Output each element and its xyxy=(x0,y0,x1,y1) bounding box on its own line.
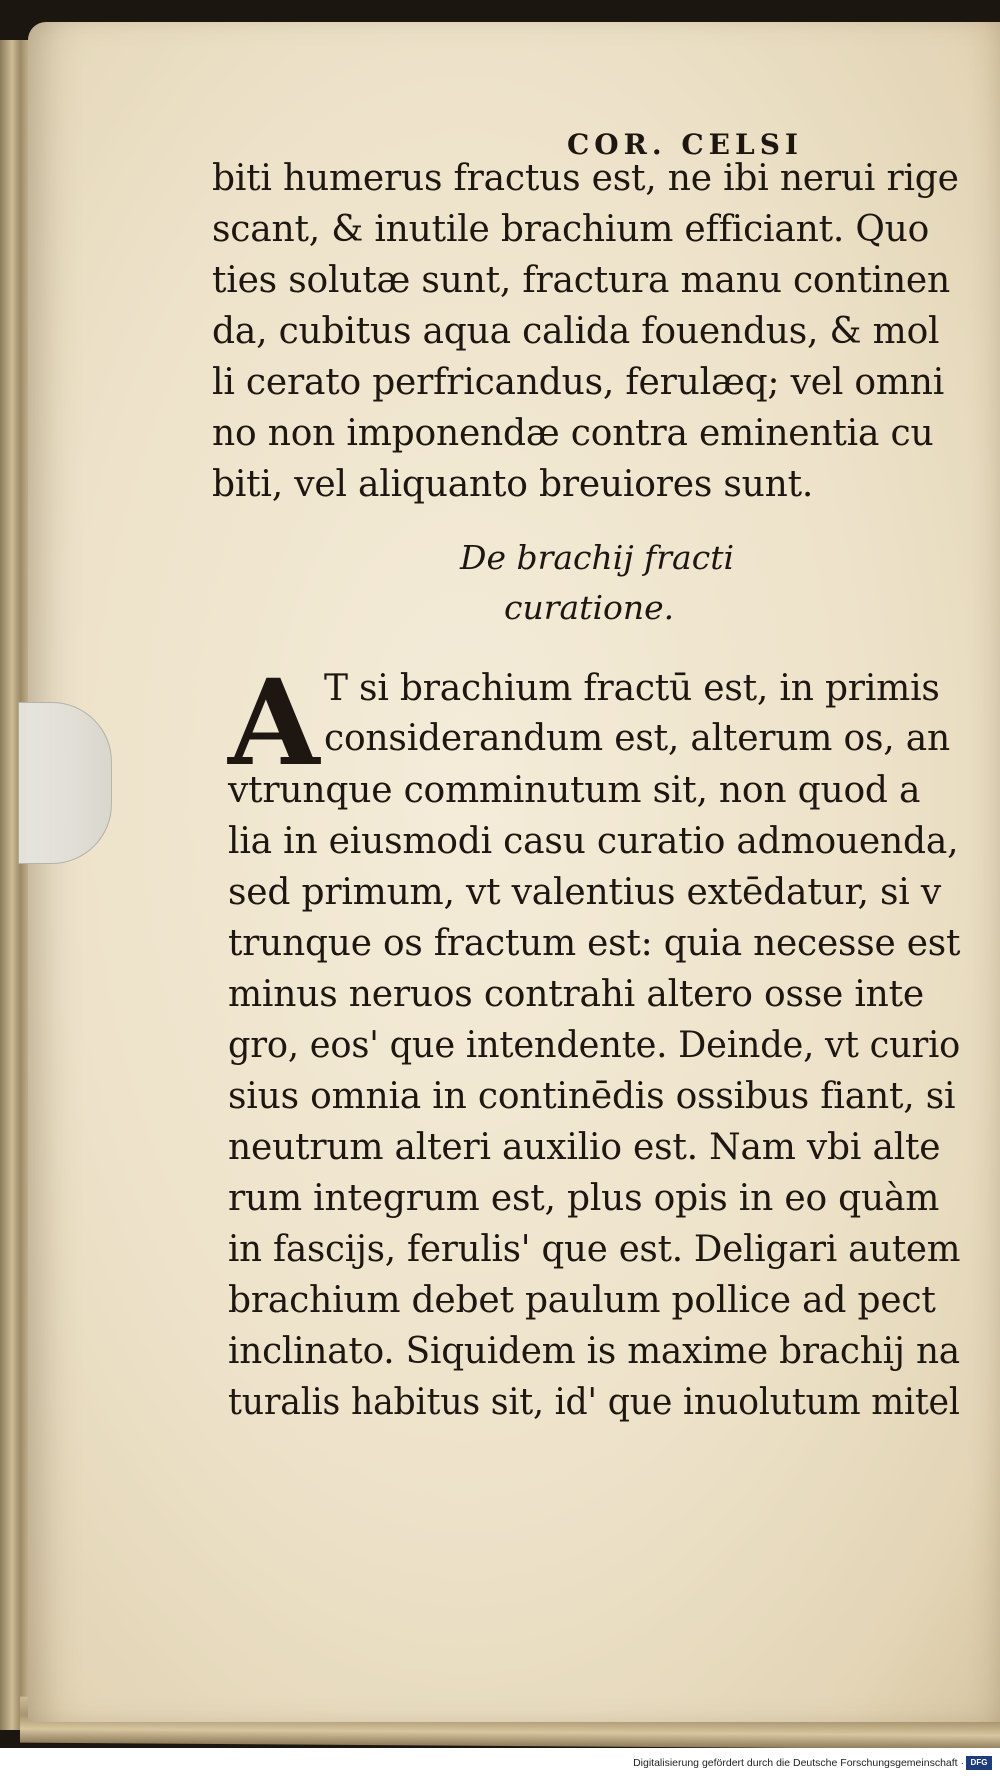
footer-credit: Digitalisierung gefördert durch die Deutsche Forschungsgemeinschaft · xyxy=(633,1757,964,1769)
drop-initial: A xyxy=(228,653,320,792)
text-line: rum integrum est, plus opis in eo quàm xyxy=(228,1178,940,1219)
text-line: no non imponendæ contra eminentia cu xyxy=(212,413,934,454)
text-line: sius omnia in continēdis ossibus fiant, si xyxy=(228,1076,956,1117)
text-line: inclinato. Siquidem is maxime brachij na xyxy=(228,1331,960,1372)
text-line: scant, & inutile brachium efficiant. Quo xyxy=(212,209,930,250)
page-clip xyxy=(18,702,112,864)
dfg-logo-icon: DFG xyxy=(966,1756,992,1770)
text-line: minus neruos contrahi altero osse inte xyxy=(228,974,925,1015)
text-line: ties solutæ sunt, fractura manu continen xyxy=(212,260,951,301)
text-line: biti, vel aliquanto breuiores sunt. xyxy=(212,464,814,505)
text-line: trunque os fractum est: quia necesse est xyxy=(228,923,961,964)
text-line: lia in eiusmodi casu curatio admouenda, xyxy=(228,821,959,862)
text-line: da, cubitus aqua calida fouendus, & mol xyxy=(212,311,940,352)
text-line: li cerato perfricandus, ferulæq; vel omni xyxy=(212,362,945,403)
text-line: considerandum est, alterum os, an xyxy=(324,718,950,759)
text-line: in fascijs, ferulis' que est. Deligari autem xyxy=(228,1229,961,1270)
text-line: gro, eos' que intendente. Deinde, vt curio xyxy=(228,1025,961,1066)
text-line: biti humerus fractus est, ne ibi nerui rige xyxy=(212,158,959,199)
text-line: brachium debet paulum pollice ad pect xyxy=(228,1280,936,1321)
text-line: neutrum alteri auxilio est. Nam vbi alte xyxy=(228,1127,941,1168)
digitization-footer xyxy=(0,1748,1000,1780)
text-line: sed primum, vt valentius extēdatur, si v xyxy=(228,872,941,913)
text-line: T si brachium fractū est, in primis xyxy=(324,668,940,709)
running-head: COR. CELSI xyxy=(566,128,804,161)
section-heading-line: De brachij fracti xyxy=(460,538,735,577)
text-line: turalis habitus sit, id' que inuolutum mitel xyxy=(228,1382,960,1423)
text-line: vtrunque comminutum sit, non quod a xyxy=(228,770,921,811)
section-heading-line: curatione. xyxy=(504,588,675,627)
